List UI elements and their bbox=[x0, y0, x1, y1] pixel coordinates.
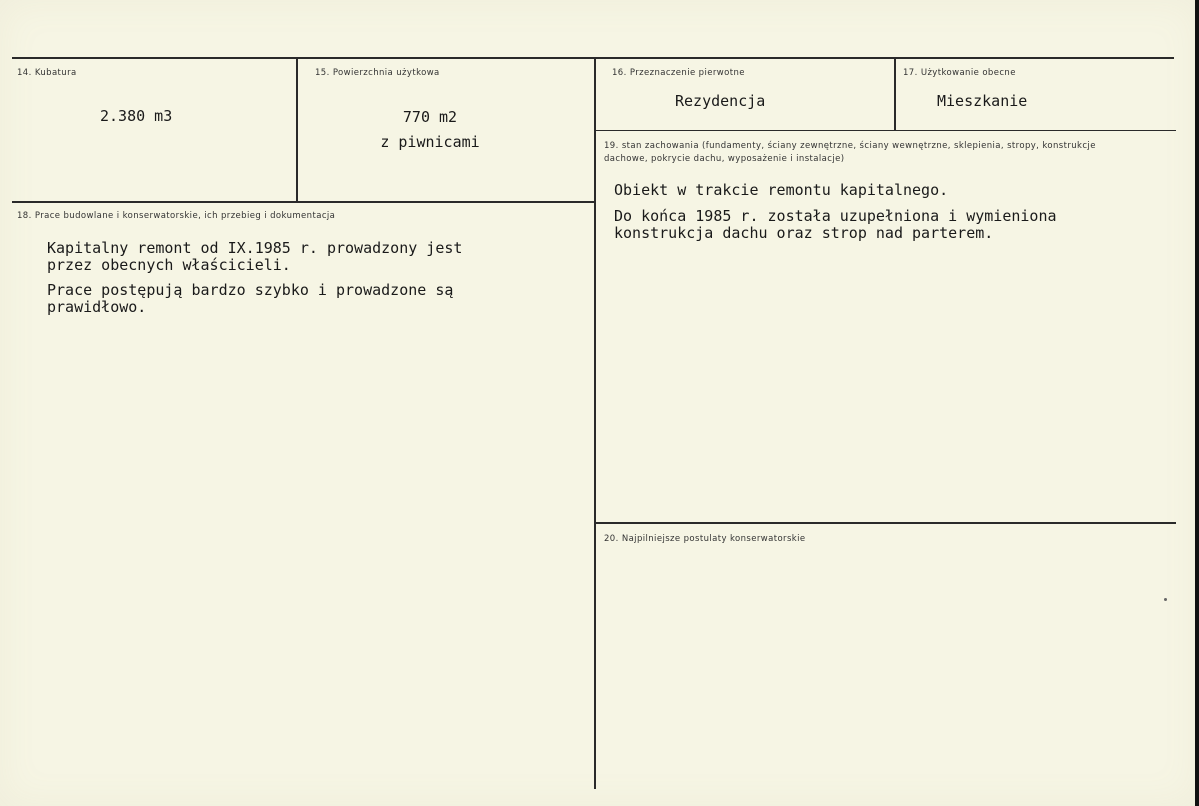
field-14-value: 2.380 m3 bbox=[100, 107, 173, 125]
divider-col-3 bbox=[894, 59, 896, 131]
field-19-paragraph-2: Do końca 1985 r. została uzupełniona i wymieniona konstrukcja dachu oraz strop nad parterem. bbox=[614, 207, 1057, 242]
top-rule bbox=[12, 57, 1174, 59]
paper-speck bbox=[1164, 598, 1167, 601]
divider-col-1 bbox=[296, 59, 298, 202]
field-20-label: 20. Najpilniejsze postulaty konserwatorskie bbox=[604, 534, 806, 544]
field-19-paragraph-1: Obiekt w trakcie remontu kapitalnego. bbox=[614, 181, 949, 199]
field-16-value: Rezydencja bbox=[675, 92, 766, 110]
field-15-value-line2: z piwnicami bbox=[380, 133, 480, 151]
field-18-paragraph-1: Kapitalny remont od IX.1985 r. prowadzony jest przez obecnych właścicieli. bbox=[47, 239, 463, 274]
field-16-label: 16. Przeznaczenie pierwotne bbox=[612, 68, 745, 78]
rule-under-14-15 bbox=[12, 201, 596, 203]
field-15-value-line1: 770 m2 bbox=[402, 108, 458, 126]
divider-col-2 bbox=[594, 59, 596, 789]
field-14-label: 14. Kubatura bbox=[17, 68, 77, 78]
right-edge-shadow bbox=[1195, 0, 1199, 806]
field-17-label: 17. Użytkowanie obecne bbox=[903, 68, 1016, 78]
rule-under-19 bbox=[596, 522, 1176, 524]
field-19-label: 19. stan zachowania (fundamenty, ściany zewnętrzne, ściany wewnętrzne, sklepienia, stropy, konstrukcje dachowe, pokrycie dachu, wyposażenie i instalacje) bbox=[604, 141, 1096, 164]
rule-under-16-17 bbox=[596, 130, 1176, 131]
field-18-paragraph-2: Prace postępują bardzo szybko i prowadzone są prawidłowo. bbox=[47, 281, 454, 316]
field-18-label: 18. Prace budowlane i konserwatorskie, ich przebieg i dokumentacja bbox=[17, 211, 336, 221]
field-17-value: Mieszkanie bbox=[937, 92, 1028, 110]
field-15-label: 15. Powierzchnia użytkowa bbox=[315, 68, 440, 78]
